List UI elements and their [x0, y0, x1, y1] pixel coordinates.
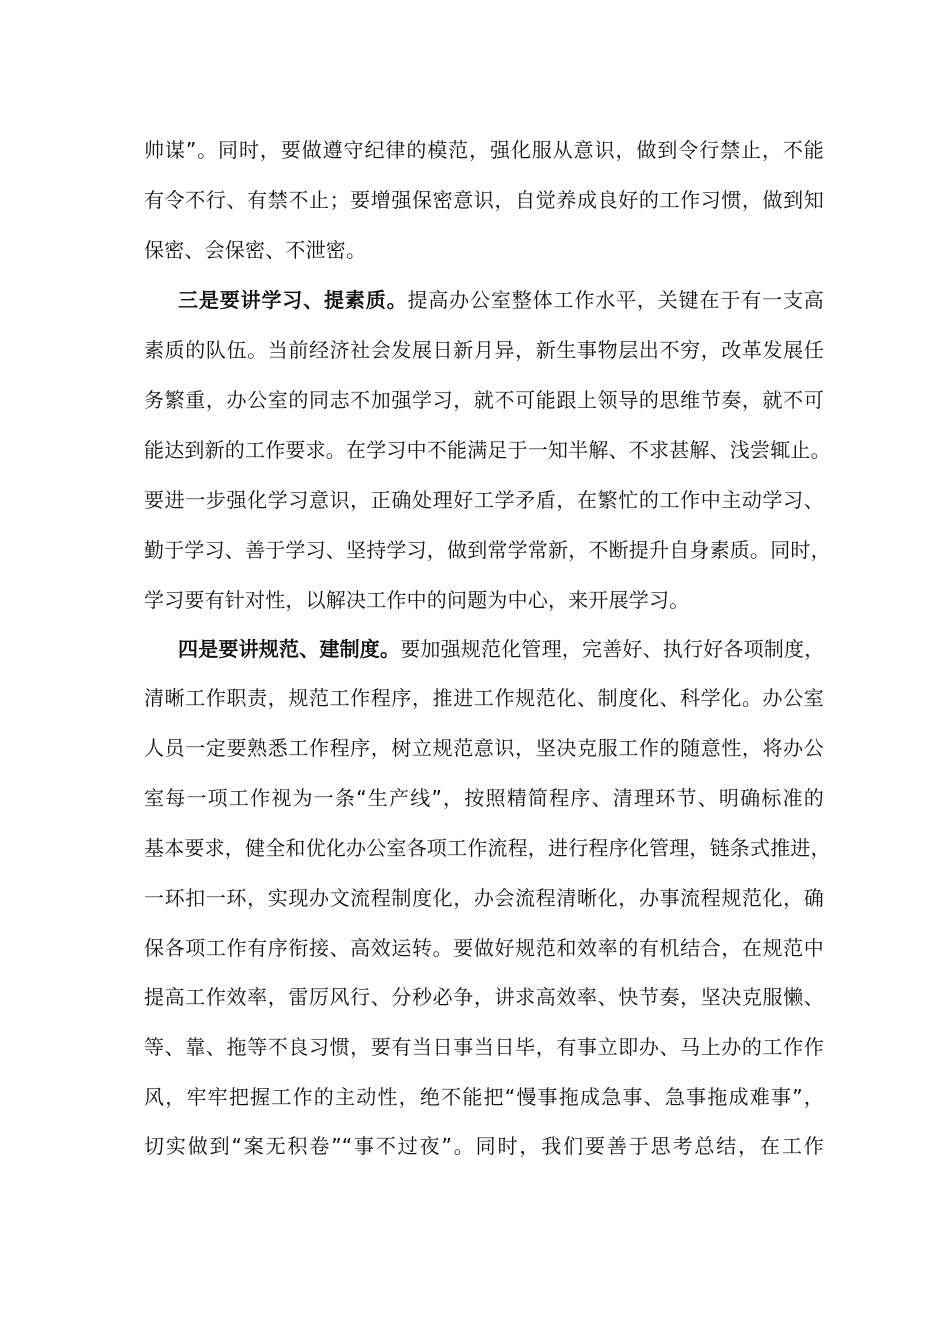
text-line: 一环扣一环，实现办文流程制度化，办会流程清晰化，办事流程规范化，确 [144, 886, 824, 910]
text-line: 学习要有针对性，以解决工作中的问题为中心，来开展学习。 [144, 588, 690, 612]
text-line: 保各项工作有序衔接、高效运转。要做好规范和效率的有机结合，在规范中 [144, 936, 824, 960]
text-line: 能达到新的工作要求。在学习中不能满足于一知半解、不求甚解、浅尝辄止。 [144, 438, 831, 462]
text-line: 保密、会保密、不泄密。 [144, 238, 367, 262]
text-line: 要进一步强化学习意识，正确处理好工学矛盾，在繁忙的工作中主动学习、 [144, 488, 824, 512]
text-line: 室每一项工作视为一条“生产线”，按照精简程序、清理环节、明确标准的 [144, 786, 824, 810]
text-line: 勤于学习、善于学习、坚持学习，做到常学常新，不断提升自身素质。同时， [144, 538, 831, 562]
paragraph-heading: 三是要讲学习、提素质。 [178, 288, 408, 312]
paragraph-first-line [178, 285, 824, 315]
text-line: 基本要求，健全和优化办公室各项工作流程，进行程序化管理，链条式推进， [144, 836, 831, 860]
text-line: 人员一定要熟悉工作程序，树立规范意识，坚决克服工作的随意性，将办公 [144, 736, 824, 760]
text-line: 务繁重，办公室的同志不加强学习，就不可能跟上领导的思维节奏，就不可 [144, 388, 824, 412]
text-line: 等、靠、拖等不良习惯，要有当日事当日毕，有事立即办、马上办的工作作 [144, 1035, 824, 1059]
text-line: 素质的队伍。当前经济社会发展日新月异，新生事物层出不穷，改革发展任 [144, 338, 824, 362]
text-line: 切实做到“案无积卷”“事不过夜”。同时，我们要善于思考总结，在工作 [144, 1134, 824, 1158]
text-line: 帅谋”。同时，要做遵守纪律的模范，强化服从意识，做到令行禁止，不能 [144, 138, 824, 162]
text-line: 清晰工作职责，规范工作程序，推进工作规范化、制度化、科学化。办公室 [144, 686, 824, 710]
paragraph-heading: 四是要讲规范、建制度。 [178, 637, 401, 661]
text-span: 要加强规范化管理，完善好、执行好各项制度， [400, 637, 825, 661]
text-line: 提高工作效率，雷厉风行、分秒必争，讲求高效率、快节奏，坚决克服懒、 [144, 985, 824, 1009]
text-line: 风，牢牢把握工作的主动性，绝不能把“慢事拖成急事、急事拖成难事”， [144, 1085, 824, 1109]
text-span: 提高办公室整体工作水平，关键在于有一支高 [407, 288, 825, 312]
text-line: 有令不行、有禁不止；要增强保密意识，自觉养成良好的工作习惯，做到知 [144, 188, 824, 212]
paragraph-first-line [178, 634, 824, 664]
